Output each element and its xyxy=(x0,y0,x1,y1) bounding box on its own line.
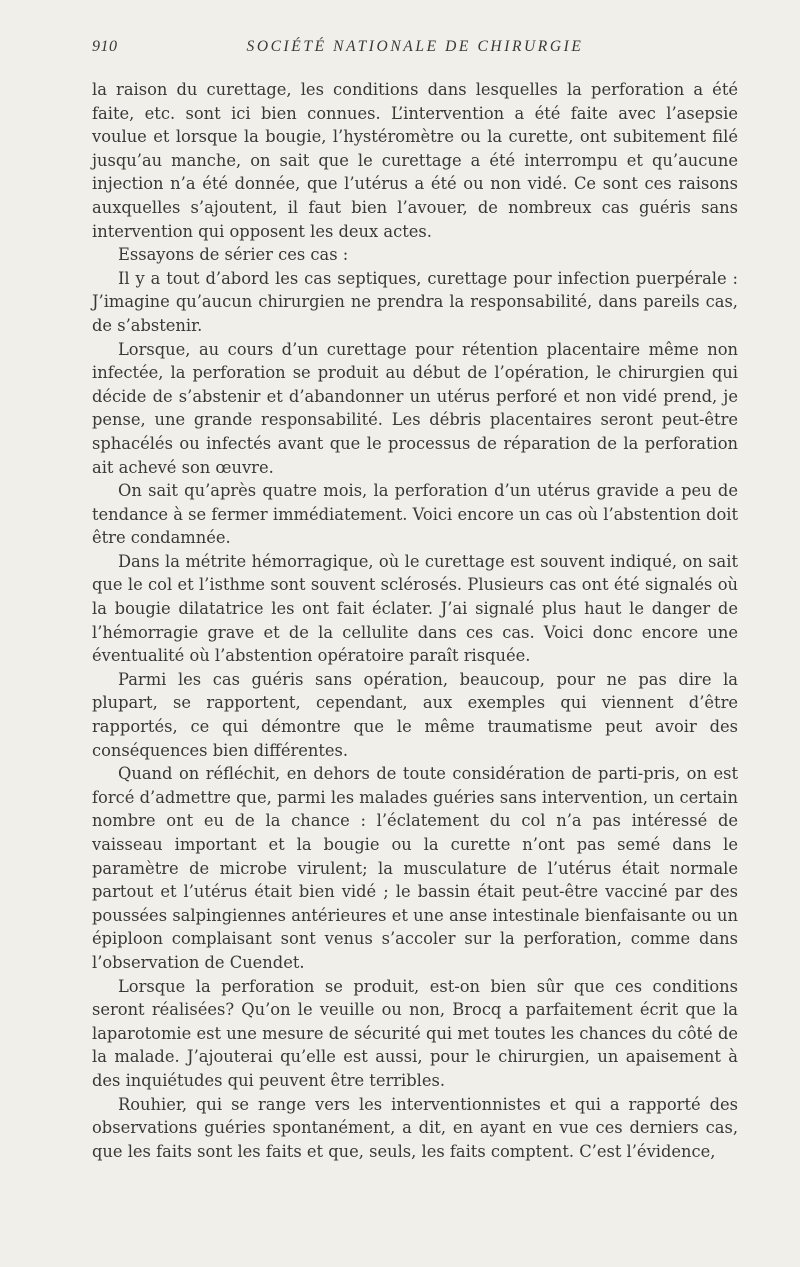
paragraph: la raison du curettage, les conditions dans lesquelles la perforation a été faite, etc. sont ici bien connues. L’intervention a été faite avec l’asepsie voulue et lorsque la bougie, l’hystéromètre ou la curette, ont subitement filé jusqu’au manche, on sait que le curettage a été interrompu et qu’aucune injection n’a été donnée, que l’utérus a été ou non vidé. Ce sont ces raisons auxquelles s’ajoutent, il faut bien l’avouer, de nombreux cas guéris sans intervention qui opposent les deux actes. xyxy=(92,80,738,241)
paragraph: Essayons de sérier ces cas : xyxy=(118,245,349,265)
running-head: SOCIÉTÉ NATIONALE DE CHIRURGIE xyxy=(246,38,584,55)
paragraph: Lorsque la perforation se produit, est-on bien sûr que ces conditions seront réalisées? Qu’on le veuille ou non, Brocq a parfaitement écrit que la laparotomie est une mesure de sécurité qui met toutes les chances du côté de la malade. J’ajouterai qu’elle est aussi, pour le chirurgien, un apaisement à des inquiétudes qui peuvent être terribles. xyxy=(92,976,738,1090)
paragraph: Parmi les cas guéris sans opération, beaucoup, pour ne pas dire la plupart, se rapportent, cependant, aux exemples qui viennent d’être rapportés, ce qui démontre que le même traumatisme peut avoir des conséquences bien différentes. xyxy=(92,669,738,760)
paragraph: Lorsque, au cours d’un curettage pour rétention placentaire même non infectée, la perforation se produit au début de l’opération, le chirurgien qui décide de s’abstenir et d’abandonner un utérus perforé et non vidé prend, je pense, une grande responsabilité. Les débris placentaires seront peut-être sphacélés ou infectés avant que le processus de réparation de la perforation ait achevé son œuvre. xyxy=(92,339,738,477)
paragraph: Quand on réfléchit, en dehors de toute considération de parti-pris, on est forcé d’admettre que, parmi les malades guéries sans intervention, un certain nombre ont eu de la chance : l’éclatement du col n’a pas intéressé de vaisseau important et la bougie ou la curette n’ont pas semé dans le paramètre de microbe virulent; la musculature de l’utérus était normale partout et l’utérus était bien vidé ; le bassin était peut-être vacciné par des poussées salpingiennes antérieures et une anse intestinale bienfaisante ou un épiploon complaisant sont venus s’accoler sur la perforation, comme dans l’observation de Cuendet. xyxy=(92,764,738,972)
page-header xyxy=(92,38,738,60)
paragraph: Rouhier, qui se range vers les interventionnistes et qui a rapporté des observations guéries spontanément, a dit, en ayant en vue ces derniers cas, que les faits sont les faits et que, seuls, les faits comptent. C’est l’évidence, xyxy=(92,1094,738,1161)
paragraph: On sait qu’après quatre mois, la perforation d’un utérus gravide a peu de tendance à se fermer immédiatement. Voici encore un cas où l’abstention doit être condamnée. xyxy=(92,481,738,548)
page-number: 910 xyxy=(92,38,118,55)
paragraph: Il y a tout d’abord les cas septiques, curettage pour infection puerpérale : J’imagine qu’aucun chirurgien ne prendra la responsabilité, dans pareils cas, de s’abstenir. xyxy=(92,268,738,335)
body-text xyxy=(92,78,738,1163)
paragraph: Dans la métrite hémorragique, où le curettage est souvent indiqué, on sait que le col et l’isthme sont souvent sclérosés. Plusieurs cas ont été signalés où la bougie dilatatrice les ont fait éclater. J’ai signalé plus haut le danger de l’hémorragie grave et de la cellulite dans ces cas. Voici donc encore une éventualité où l’abstention opératoire paraît risquée. xyxy=(92,551,738,666)
